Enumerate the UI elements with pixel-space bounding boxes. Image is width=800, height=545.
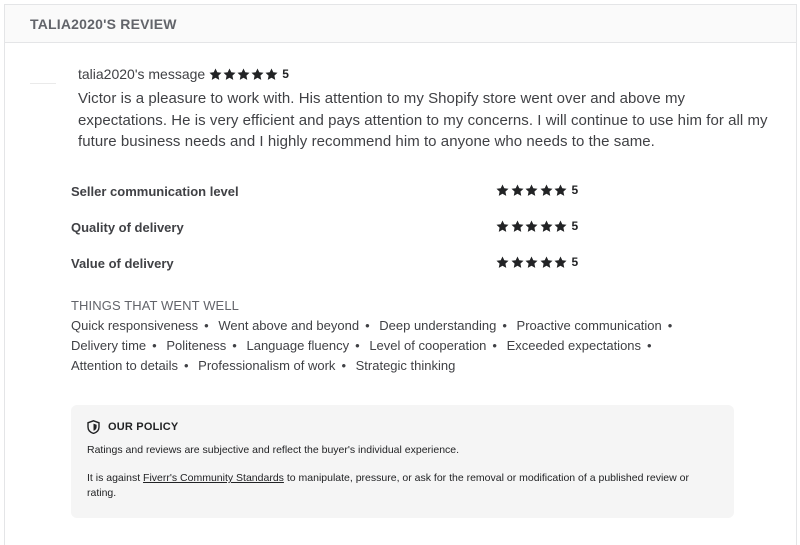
policy-text: Ratings and reviews are subjective and reflect the buyer's individual experience. bbox=[87, 444, 460, 456]
star-icon bbox=[525, 184, 538, 197]
star-icon bbox=[554, 220, 567, 233]
tag-separator: • bbox=[355, 338, 360, 353]
went-well-tag: Professionalism of work bbox=[198, 358, 336, 373]
criteria-row-quality bbox=[71, 216, 601, 252]
star-icon bbox=[223, 68, 236, 81]
went-well-tag: Quick responsiveness bbox=[71, 318, 199, 333]
star-icon bbox=[496, 184, 509, 197]
star-icon bbox=[209, 68, 222, 81]
review-message: Victor is a pleasure to work with. His attention to my Shopify store went over and above my expectations. He is very efficient and pays attention to my concerns. I will continue to use him for all my future business needs and I highly recommend him to anyone who needs to the same. bbox=[78, 90, 768, 150]
went-well-tag: Went above and beyond bbox=[218, 318, 360, 333]
star-icon bbox=[525, 220, 538, 233]
criteria-label: Quality of delivery bbox=[71, 220, 184, 235]
tag-separator: • bbox=[365, 318, 370, 333]
community-standards-link[interactable]: Fiverr's Community Standards bbox=[143, 472, 284, 484]
message-header bbox=[78, 66, 289, 82]
message-star-rating bbox=[209, 67, 289, 81]
tag-separator: • bbox=[502, 318, 507, 333]
policy-text-prefix: It is against bbox=[87, 472, 144, 484]
criteria-star-rating bbox=[496, 183, 578, 197]
tag-separator: • bbox=[152, 338, 157, 353]
policy-text-suffix: to manipulate, pressure, or ask for the removal or modification of a published review or rating. bbox=[87, 472, 689, 499]
tag-separator: • bbox=[183, 358, 189, 373]
went-well-tag: Strategic thinking bbox=[355, 358, 456, 373]
went-well-tag: Politeness bbox=[166, 338, 227, 353]
went-well-title: THINGS THAT WENT WELL bbox=[71, 298, 239, 313]
went-well-tag: Delivery time bbox=[71, 338, 147, 353]
went-well-tag: Language fluency bbox=[246, 338, 350, 353]
tag-separator: • bbox=[667, 318, 673, 333]
criteria-row-communication bbox=[71, 180, 601, 216]
policy-header bbox=[87, 420, 178, 434]
went-well-tags bbox=[71, 316, 711, 376]
tag-separator: • bbox=[647, 338, 652, 353]
star-icon bbox=[525, 256, 538, 269]
star-icon bbox=[251, 68, 264, 81]
star-icon bbox=[540, 256, 553, 269]
tag-separator: • bbox=[341, 358, 346, 373]
went-well-tag: Deep understanding bbox=[379, 318, 497, 333]
shield-icon bbox=[87, 420, 100, 434]
went-well-tag: Level of cooperation bbox=[369, 338, 487, 353]
star-icon bbox=[511, 256, 524, 269]
star-icon bbox=[237, 68, 250, 81]
message-author: talia2020's message bbox=[78, 66, 206, 82]
criteria-label: Seller communication level bbox=[71, 184, 239, 199]
star-icon bbox=[540, 220, 553, 233]
message-rating-value: 5 bbox=[282, 67, 289, 81]
star-icon bbox=[265, 68, 278, 81]
went-well-tag: Attention to details bbox=[71, 358, 178, 373]
criteria-star-rating bbox=[496, 219, 578, 233]
star-icon bbox=[511, 220, 524, 233]
criteria-rating-value: 5 bbox=[571, 183, 579, 197]
tag-separator: • bbox=[232, 338, 237, 353]
criteria-label: Value of delivery bbox=[71, 256, 174, 271]
criteria-row-value bbox=[71, 252, 601, 288]
criteria-rating-value: 5 bbox=[571, 255, 579, 269]
star-icon bbox=[554, 256, 567, 269]
tag-separator: • bbox=[204, 318, 209, 333]
policy-text-standards bbox=[87, 471, 717, 501]
star-icon bbox=[496, 220, 509, 233]
rating-criteria bbox=[71, 180, 601, 288]
panel-header bbox=[5, 5, 796, 43]
criteria-star-rating bbox=[496, 255, 578, 269]
star-icon bbox=[496, 256, 509, 269]
went-well-tag: Exceeded expectations bbox=[506, 338, 642, 353]
policy-title: OUR POLICY bbox=[108, 421, 179, 433]
panel-title: TALIA2020'S REVIEW bbox=[30, 15, 177, 32]
tag-separator: • bbox=[492, 338, 497, 353]
star-icon bbox=[511, 184, 524, 197]
star-icon bbox=[554, 184, 567, 197]
went-well-tag: Proactive communication bbox=[516, 318, 662, 333]
star-icon bbox=[540, 184, 553, 197]
policy-box bbox=[71, 405, 734, 518]
criteria-rating-value: 5 bbox=[571, 219, 579, 233]
avatar[interactable] bbox=[30, 80, 56, 86]
